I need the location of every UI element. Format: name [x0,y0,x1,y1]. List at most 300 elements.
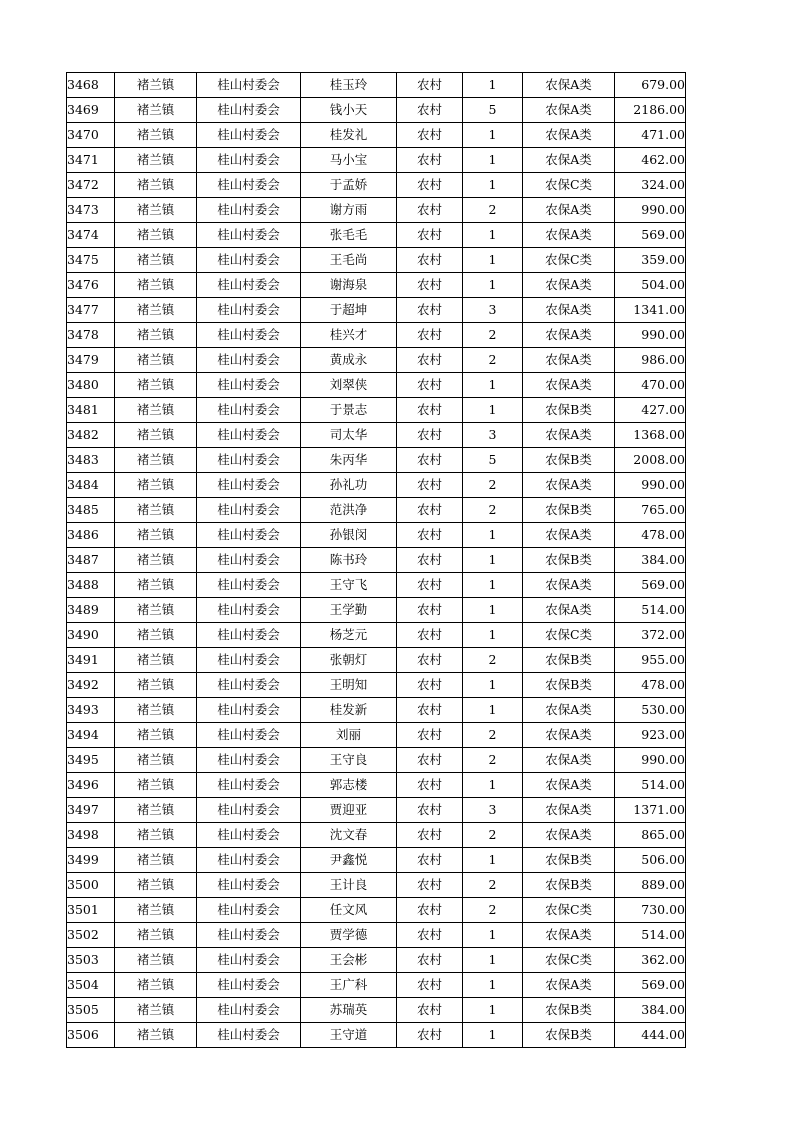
insurance-category-cell: 农保A类 [523,598,615,623]
record-id-cell: 3469 [67,98,115,123]
record-id-cell: 3496 [67,773,115,798]
household-count-cell: 1 [463,148,523,173]
record-id-cell: 3468 [67,73,115,98]
person-name-cell: 陈书玲 [301,548,397,573]
amount-cell: 990.00 [615,473,686,498]
amount-cell: 955.00 [615,648,686,673]
village-committee-cell: 桂山村委会 [197,348,301,373]
household-count-cell: 3 [463,798,523,823]
residence-type-cell: 农村 [397,523,463,548]
town-cell: 褚兰镇 [115,623,197,648]
record-id-cell: 3475 [67,248,115,273]
town-cell: 褚兰镇 [115,898,197,923]
village-committee-cell: 桂山村委会 [197,773,301,798]
household-count-cell: 2 [463,323,523,348]
table-row [67,273,686,298]
record-id-cell: 3474 [67,223,115,248]
residence-type-cell: 农村 [397,973,463,998]
residence-type-cell: 农村 [397,448,463,473]
insurance-category-cell: 农保A类 [523,148,615,173]
insurance-category-cell: 农保A类 [523,373,615,398]
amount-cell: 2186.00 [615,98,686,123]
roster-body [67,73,686,1048]
table-row [67,348,686,373]
household-count-cell: 2 [463,723,523,748]
village-committee-cell: 桂山村委会 [197,548,301,573]
amount-cell: 506.00 [615,848,686,873]
village-committee-cell: 桂山村委会 [197,623,301,648]
person-name-cell: 于超坤 [301,298,397,323]
amount-cell: 514.00 [615,923,686,948]
table-row [67,323,686,348]
household-count-cell: 2 [463,498,523,523]
town-cell: 褚兰镇 [115,723,197,748]
village-committee-cell: 桂山村委会 [197,973,301,998]
person-name-cell: 谢海泉 [301,273,397,298]
record-id-cell: 3492 [67,673,115,698]
town-cell: 褚兰镇 [115,73,197,98]
roster-table [66,72,686,1048]
town-cell: 褚兰镇 [115,398,197,423]
table-row [67,148,686,173]
table-row [67,173,686,198]
insurance-category-cell: 农保A类 [523,923,615,948]
person-name-cell: 贾迎亚 [301,798,397,823]
village-committee-cell: 桂山村委会 [197,473,301,498]
village-committee-cell: 桂山村委会 [197,523,301,548]
insurance-category-cell: 农保C类 [523,948,615,973]
household-count-cell: 1 [463,523,523,548]
table-row [67,948,686,973]
town-cell: 褚兰镇 [115,873,197,898]
table-row [67,1023,686,1048]
person-name-cell: 桂玉玲 [301,73,397,98]
village-committee-cell: 桂山村委会 [197,848,301,873]
residence-type-cell: 农村 [397,698,463,723]
table-row [67,848,686,873]
town-cell: 褚兰镇 [115,248,197,273]
table-row [67,898,686,923]
household-count-cell: 3 [463,298,523,323]
household-count-cell: 2 [463,898,523,923]
insurance-category-cell: 农保B类 [523,398,615,423]
insurance-category-cell: 农保B类 [523,998,615,1023]
record-id-cell: 3503 [67,948,115,973]
residence-type-cell: 农村 [397,248,463,273]
amount-cell: 324.00 [615,173,686,198]
town-cell: 褚兰镇 [115,948,197,973]
village-committee-cell: 桂山村委会 [197,573,301,598]
town-cell: 褚兰镇 [115,423,197,448]
amount-cell: 514.00 [615,598,686,623]
household-count-cell: 2 [463,473,523,498]
record-id-cell: 3487 [67,548,115,573]
town-cell: 褚兰镇 [115,473,197,498]
person-name-cell: 于孟娇 [301,173,397,198]
household-count-cell: 1 [463,948,523,973]
household-count-cell: 1 [463,73,523,98]
record-id-cell: 3494 [67,723,115,748]
record-id-cell: 3504 [67,973,115,998]
village-committee-cell: 桂山村委会 [197,98,301,123]
insurance-category-cell: 农保A类 [523,773,615,798]
record-id-cell: 3484 [67,473,115,498]
town-cell: 褚兰镇 [115,573,197,598]
amount-cell: 444.00 [615,1023,686,1048]
village-committee-cell: 桂山村委会 [197,423,301,448]
person-name-cell: 刘丽 [301,723,397,748]
town-cell: 褚兰镇 [115,598,197,623]
household-count-cell: 1 [463,123,523,148]
amount-cell: 569.00 [615,573,686,598]
residence-type-cell: 农村 [397,823,463,848]
village-committee-cell: 桂山村委会 [197,73,301,98]
town-cell: 褚兰镇 [115,373,197,398]
residence-type-cell: 农村 [397,598,463,623]
amount-cell: 679.00 [615,73,686,98]
household-count-cell: 1 [463,698,523,723]
village-committee-cell: 桂山村委会 [197,298,301,323]
amount-cell: 1341.00 [615,298,686,323]
record-id-cell: 3479 [67,348,115,373]
household-count-cell: 3 [463,423,523,448]
table-row [67,423,686,448]
amount-cell: 865.00 [615,823,686,848]
amount-cell: 384.00 [615,548,686,573]
person-name-cell: 黄成永 [301,348,397,373]
residence-type-cell: 农村 [397,148,463,173]
village-committee-cell: 桂山村委会 [197,398,301,423]
record-id-cell: 3489 [67,598,115,623]
insurance-category-cell: 农保A类 [523,198,615,223]
person-name-cell: 张毛毛 [301,223,397,248]
insurance-category-cell: 农保B类 [523,873,615,898]
village-committee-cell: 桂山村委会 [197,498,301,523]
person-name-cell: 孙礼功 [301,473,397,498]
household-count-cell: 1 [463,623,523,648]
village-committee-cell: 桂山村委会 [197,923,301,948]
table-row [67,98,686,123]
insurance-category-cell: 农保A类 [523,473,615,498]
amount-cell: 372.00 [615,623,686,648]
insurance-category-cell: 农保B类 [523,648,615,673]
person-name-cell: 司太华 [301,423,397,448]
village-committee-cell: 桂山村委会 [197,173,301,198]
insurance-category-cell: 农保A类 [523,223,615,248]
record-id-cell: 3493 [67,698,115,723]
person-name-cell: 朱丙华 [301,448,397,473]
residence-type-cell: 农村 [397,373,463,398]
insurance-category-cell: 农保B类 [523,498,615,523]
insurance-category-cell: 农保B类 [523,448,615,473]
record-id-cell: 3476 [67,273,115,298]
residence-type-cell: 农村 [397,723,463,748]
insurance-category-cell: 农保C类 [523,623,615,648]
residence-type-cell: 农村 [397,798,463,823]
village-committee-cell: 桂山村委会 [197,148,301,173]
person-name-cell: 于景志 [301,398,397,423]
residence-type-cell: 农村 [397,773,463,798]
village-committee-cell: 桂山村委会 [197,198,301,223]
insurance-category-cell: 农保A类 [523,273,615,298]
record-id-cell: 3499 [67,848,115,873]
insurance-category-cell: 农保A类 [523,748,615,773]
residence-type-cell: 农村 [397,298,463,323]
village-committee-cell: 桂山村委会 [197,948,301,973]
village-committee-cell: 桂山村委会 [197,998,301,1023]
table-row [67,198,686,223]
person-name-cell: 桂发礼 [301,123,397,148]
amount-cell: 427.00 [615,398,686,423]
village-committee-cell: 桂山村委会 [197,123,301,148]
amount-cell: 990.00 [615,323,686,348]
residence-type-cell: 农村 [397,273,463,298]
insurance-category-cell: 农保B类 [523,1023,615,1048]
town-cell: 褚兰镇 [115,1023,197,1048]
household-count-cell: 1 [463,973,523,998]
amount-cell: 471.00 [615,123,686,148]
amount-cell: 362.00 [615,948,686,973]
table-row [67,223,686,248]
town-cell: 褚兰镇 [115,148,197,173]
table-row [67,248,686,273]
household-count-cell: 1 [463,273,523,298]
household-count-cell: 1 [463,923,523,948]
town-cell: 褚兰镇 [115,523,197,548]
person-name-cell: 桂发新 [301,698,397,723]
residence-type-cell: 农村 [397,998,463,1023]
village-committee-cell: 桂山村委会 [197,1023,301,1048]
table-row [67,473,686,498]
table-row [67,498,686,523]
household-count-cell: 1 [463,548,523,573]
table-row [67,973,686,998]
residence-type-cell: 农村 [397,123,463,148]
residence-type-cell: 农村 [397,623,463,648]
insurance-category-cell: 农保A类 [523,798,615,823]
residence-type-cell: 农村 [397,573,463,598]
village-committee-cell: 桂山村委会 [197,373,301,398]
amount-cell: 384.00 [615,998,686,1023]
amount-cell: 990.00 [615,198,686,223]
residence-type-cell: 农村 [397,323,463,348]
town-cell: 褚兰镇 [115,323,197,348]
household-count-cell: 5 [463,98,523,123]
residence-type-cell: 农村 [397,898,463,923]
record-id-cell: 3482 [67,423,115,448]
town-cell: 褚兰镇 [115,748,197,773]
town-cell: 褚兰镇 [115,998,197,1023]
record-id-cell: 3495 [67,748,115,773]
insurance-category-cell: 农保A类 [523,523,615,548]
household-count-cell: 1 [463,598,523,623]
town-cell: 褚兰镇 [115,823,197,848]
record-id-cell: 3500 [67,873,115,898]
amount-cell: 530.00 [615,698,686,723]
town-cell: 褚兰镇 [115,648,197,673]
table-row [67,798,686,823]
table-row [67,73,686,98]
town-cell: 褚兰镇 [115,448,197,473]
person-name-cell: 王守良 [301,748,397,773]
household-count-cell: 1 [463,573,523,598]
table-row [67,648,686,673]
household-count-cell: 1 [463,173,523,198]
record-id-cell: 3501 [67,898,115,923]
person-name-cell: 桂兴才 [301,323,397,348]
insurance-category-cell: 农保A类 [523,323,615,348]
village-committee-cell: 桂山村委会 [197,598,301,623]
town-cell: 褚兰镇 [115,298,197,323]
amount-cell: 569.00 [615,223,686,248]
amount-cell: 478.00 [615,673,686,698]
insurance-category-cell: 农保A类 [523,73,615,98]
household-count-cell: 1 [463,673,523,698]
town-cell: 褚兰镇 [115,348,197,373]
insurance-category-cell: 农保C类 [523,173,615,198]
table-row [67,123,686,148]
residence-type-cell: 农村 [397,873,463,898]
town-cell: 褚兰镇 [115,698,197,723]
table-row [67,523,686,548]
table-row [67,398,686,423]
amount-cell: 1371.00 [615,798,686,823]
person-name-cell: 苏瑞英 [301,998,397,1023]
table-row [67,598,686,623]
amount-cell: 923.00 [615,723,686,748]
person-name-cell: 马小宝 [301,148,397,173]
residence-type-cell: 农村 [397,923,463,948]
village-committee-cell: 桂山村委会 [197,273,301,298]
amount-cell: 889.00 [615,873,686,898]
residence-type-cell: 农村 [397,198,463,223]
town-cell: 褚兰镇 [115,773,197,798]
person-name-cell: 杨芝元 [301,623,397,648]
person-name-cell: 孙银闵 [301,523,397,548]
amount-cell: 1368.00 [615,423,686,448]
table-row [67,923,686,948]
record-id-cell: 3486 [67,523,115,548]
residence-type-cell: 农村 [397,73,463,98]
insurance-category-cell: 农保A类 [523,973,615,998]
person-name-cell: 张朝灯 [301,648,397,673]
village-committee-cell: 桂山村委会 [197,798,301,823]
residence-type-cell: 农村 [397,498,463,523]
record-id-cell: 3483 [67,448,115,473]
household-count-cell: 1 [463,998,523,1023]
town-cell: 褚兰镇 [115,923,197,948]
insurance-category-cell: 农保A类 [523,298,615,323]
person-name-cell: 谢方雨 [301,198,397,223]
table-row [67,573,686,598]
residence-type-cell: 农村 [397,473,463,498]
town-cell: 褚兰镇 [115,548,197,573]
amount-cell: 990.00 [615,748,686,773]
village-committee-cell: 桂山村委会 [197,748,301,773]
amount-cell: 514.00 [615,773,686,798]
person-name-cell: 王守飞 [301,573,397,598]
person-name-cell: 郭志楼 [301,773,397,798]
village-committee-cell: 桂山村委会 [197,873,301,898]
insurance-category-cell: 农保A类 [523,423,615,448]
village-committee-cell: 桂山村委会 [197,223,301,248]
town-cell: 褚兰镇 [115,673,197,698]
household-count-cell: 1 [463,398,523,423]
table-row [67,823,686,848]
village-committee-cell: 桂山村委会 [197,648,301,673]
table-row [67,873,686,898]
table-row [67,298,686,323]
table-row [67,698,686,723]
insurance-category-cell: 农保B类 [523,548,615,573]
person-name-cell: 王明知 [301,673,397,698]
household-count-cell: 2 [463,823,523,848]
household-count-cell: 1 [463,848,523,873]
table-row [67,673,686,698]
town-cell: 褚兰镇 [115,123,197,148]
table-row [67,748,686,773]
record-id-cell: 3481 [67,398,115,423]
village-committee-cell: 桂山村委会 [197,448,301,473]
town-cell: 褚兰镇 [115,498,197,523]
residence-type-cell: 农村 [397,398,463,423]
record-id-cell: 3477 [67,298,115,323]
record-id-cell: 3490 [67,623,115,648]
village-committee-cell: 桂山村委会 [197,248,301,273]
amount-cell: 569.00 [615,973,686,998]
household-count-cell: 1 [463,773,523,798]
record-id-cell: 3488 [67,573,115,598]
town-cell: 褚兰镇 [115,98,197,123]
residence-type-cell: 农村 [397,548,463,573]
insurance-category-cell: 农保B类 [523,848,615,873]
table-row [67,773,686,798]
table-row [67,998,686,1023]
insurance-category-cell: 农保A类 [523,573,615,598]
insurance-category-cell: 农保B类 [523,673,615,698]
table-row [67,623,686,648]
person-name-cell: 尹鑫悦 [301,848,397,873]
person-name-cell: 王广科 [301,973,397,998]
person-name-cell: 钱小天 [301,98,397,123]
insurance-category-cell: 农保A类 [523,823,615,848]
town-cell: 褚兰镇 [115,798,197,823]
household-count-cell: 2 [463,648,523,673]
record-id-cell: 3502 [67,923,115,948]
household-count-cell: 1 [463,248,523,273]
town-cell: 褚兰镇 [115,173,197,198]
residence-type-cell: 农村 [397,173,463,198]
table-row [67,723,686,748]
amount-cell: 2008.00 [615,448,686,473]
record-id-cell: 3497 [67,798,115,823]
household-count-cell: 2 [463,198,523,223]
insurance-category-cell: 农保A类 [523,723,615,748]
household-count-cell: 2 [463,748,523,773]
insurance-category-cell: 农保C类 [523,248,615,273]
person-name-cell: 王毛尚 [301,248,397,273]
insurance-category-cell: 农保A类 [523,98,615,123]
amount-cell: 478.00 [615,523,686,548]
amount-cell: 730.00 [615,898,686,923]
table-row [67,373,686,398]
residence-type-cell: 农村 [397,673,463,698]
village-committee-cell: 桂山村委会 [197,698,301,723]
residence-type-cell: 农村 [397,748,463,773]
record-id-cell: 3491 [67,648,115,673]
residence-type-cell: 农村 [397,423,463,448]
record-id-cell: 3473 [67,198,115,223]
